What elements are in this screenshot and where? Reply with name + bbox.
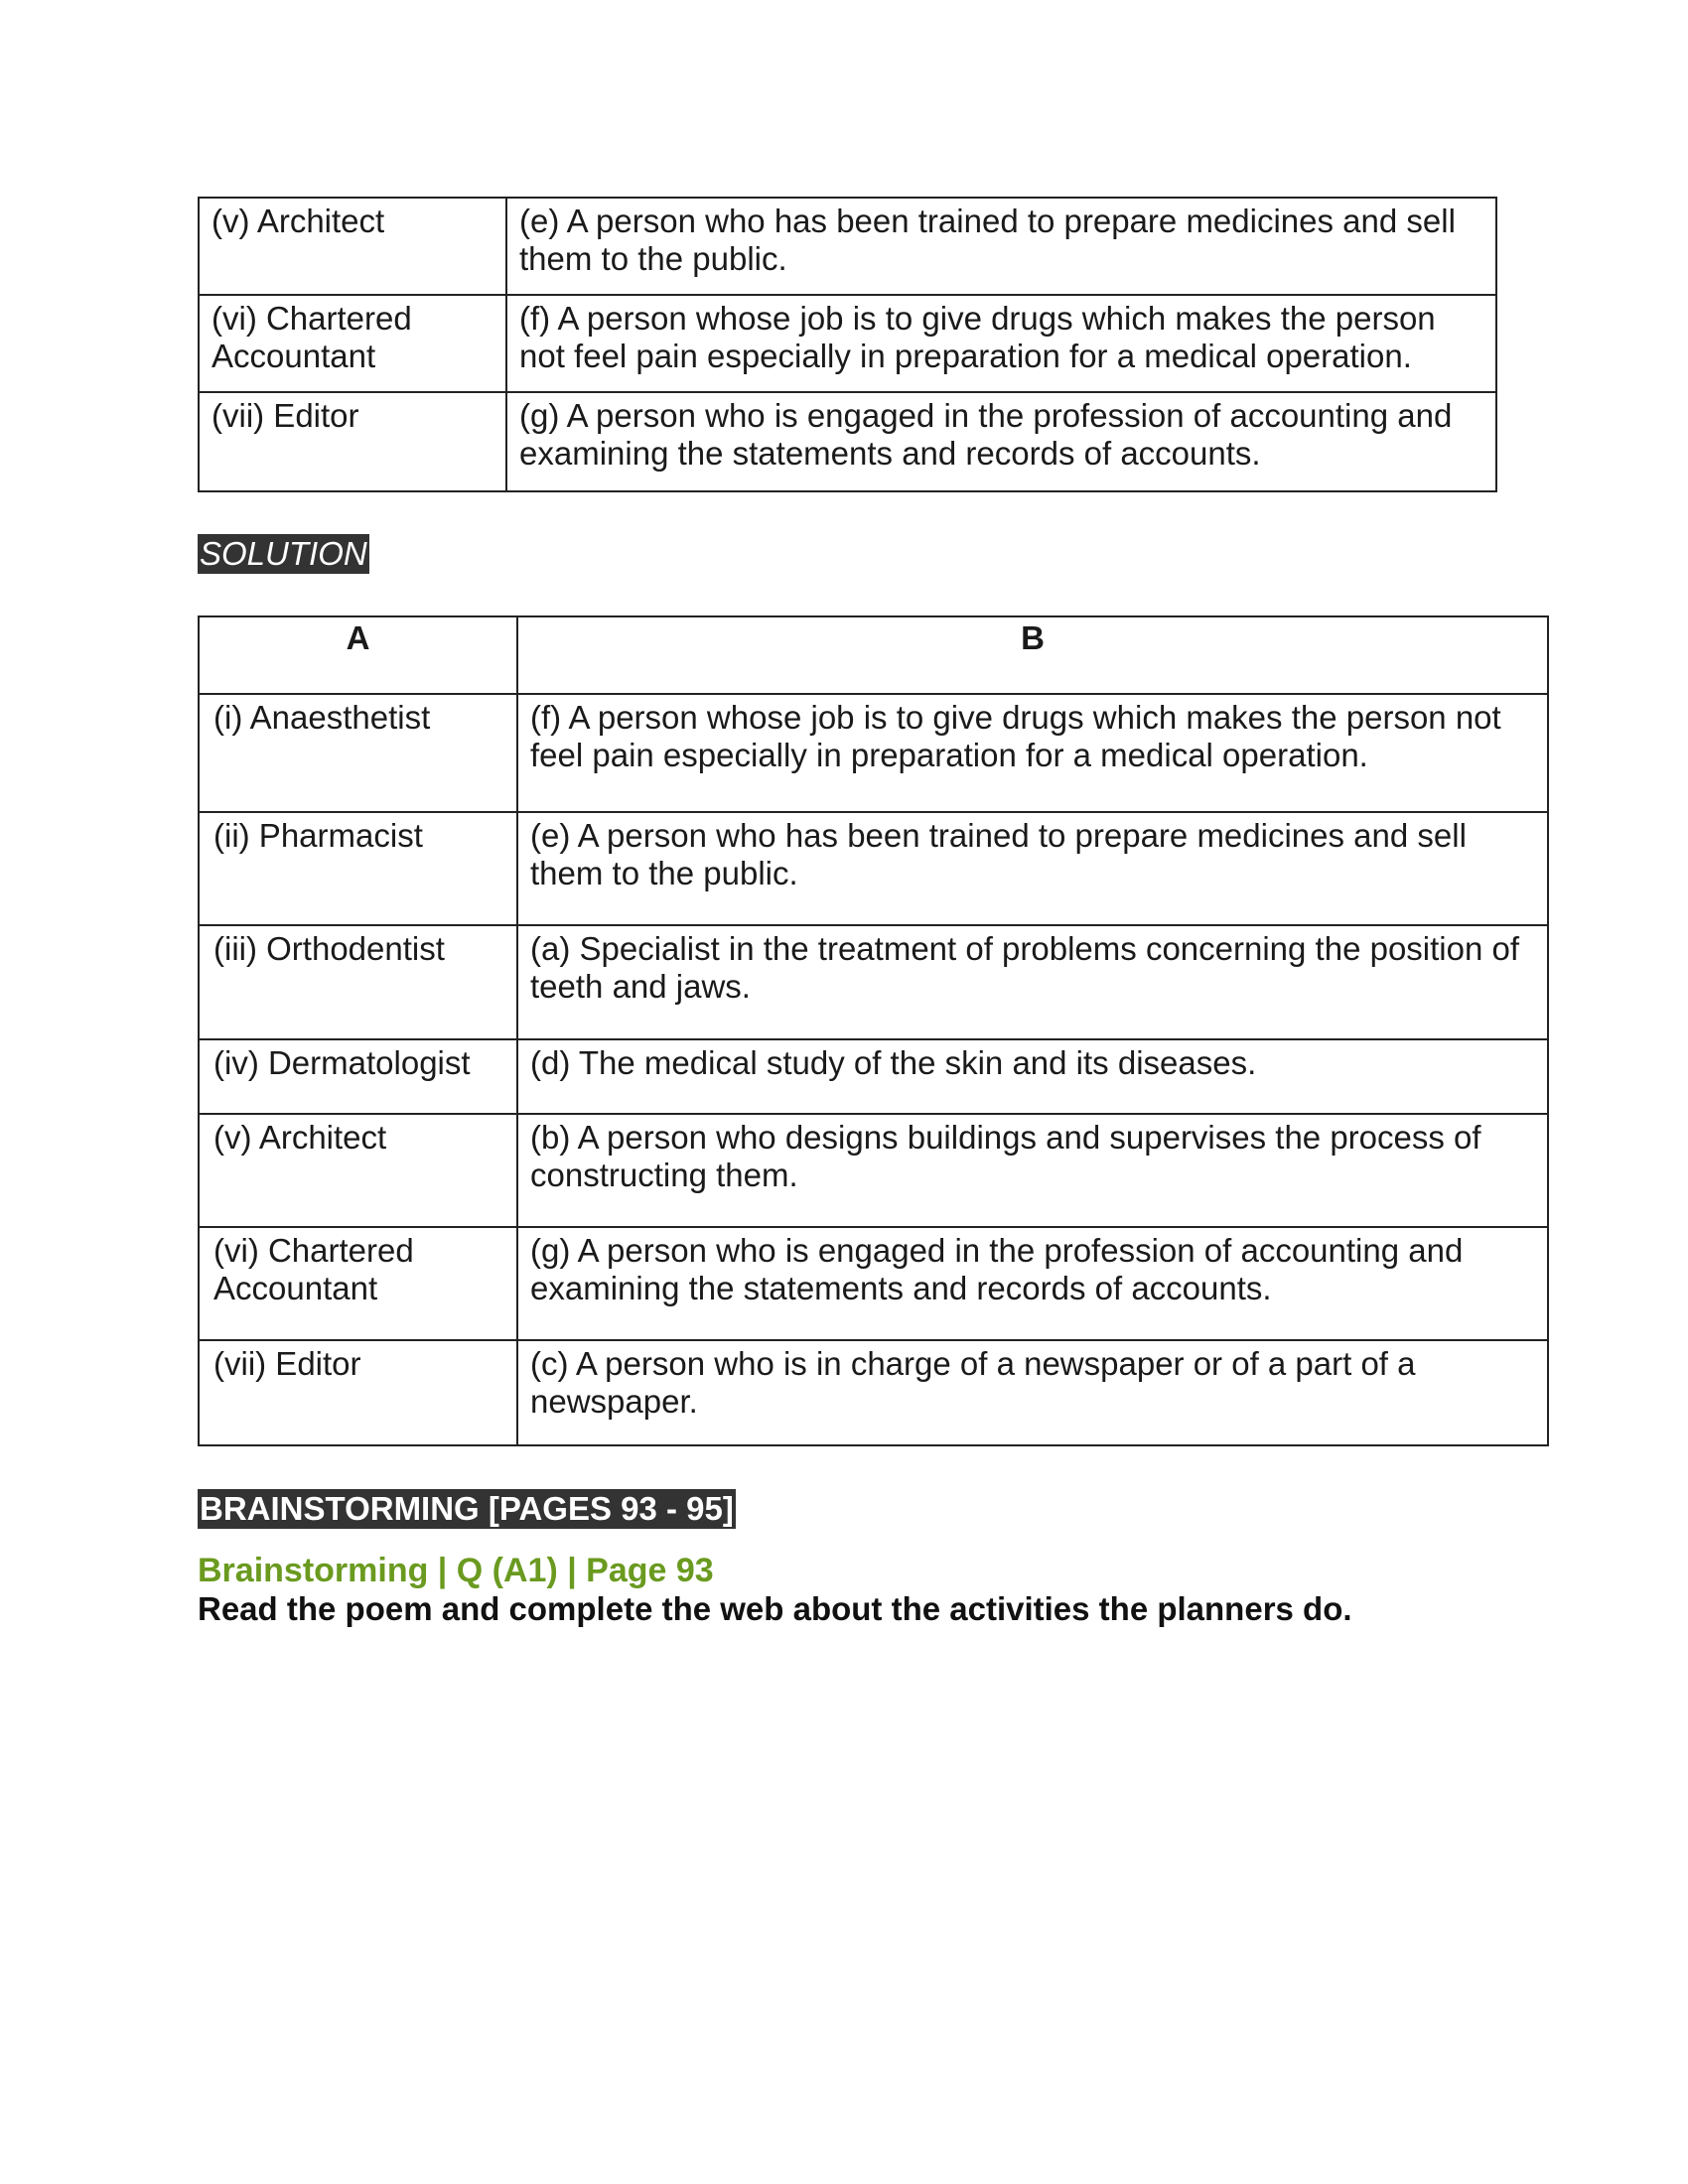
table-row <box>199 1039 1548 1114</box>
column-b-cell: (a) Specialist in the treatment of problems concerning the position of teeth and jaws. <box>517 925 1548 1039</box>
column-b-cell: (c) A person who is in charge of a newspaper or of a part of a newspaper. <box>517 1340 1548 1445</box>
table-row <box>199 295 1496 392</box>
column-b-cell: (g) A person who is engaged in the profession of accounting and examining the statements and records of accounts. <box>506 392 1496 491</box>
column-a-cell: (iv) Dermatologist <box>199 1039 517 1114</box>
column-a-cell: (vi) Chartered Accountant <box>199 295 506 392</box>
question-heading: Brainstorming | Q (A1) | Page 93 <box>198 1552 714 1589</box>
column-b-cell: (f) A person whose job is to give drugs which makes the person not feel pain especially in preparation for a medical operation. <box>517 694 1548 812</box>
solution-table <box>198 615 1549 1446</box>
column-a-cell: (vii) Editor <box>199 1340 517 1445</box>
column-a-cell: (iii) Orthodentist <box>199 925 517 1039</box>
question-text: Read the poem and complete the web about the activities the planners do. <box>198 1590 1352 1627</box>
brainstorming-section-label: BRAINSTORMING [PAGES 93 - 95] <box>200 1490 734 1527</box>
continued-matching-table <box>198 197 1497 492</box>
column-b-cell: (e) A person who has been trained to prepare medicines and sell them to the public. <box>517 812 1548 925</box>
column-b-cell: (g) A person who is engaged in the profession of accounting and examining the statements and records of accounts. <box>517 1227 1548 1340</box>
column-b-cell: (d) The medical study of the skin and its diseases. <box>517 1039 1548 1114</box>
column-a-cell: (vi) Chartered Accountant <box>199 1227 517 1340</box>
table-row <box>199 1114 1548 1227</box>
table-row <box>199 392 1496 491</box>
column-b-header: B <box>517 616 1548 694</box>
table-row <box>199 1340 1548 1445</box>
column-a-cell: (i) Anaesthetist <box>199 694 517 812</box>
column-a-cell: (v) Architect <box>199 198 506 295</box>
table-row <box>199 694 1548 812</box>
column-b-cell: (e) A person who has been trained to prepare medicines and sell them to the public. <box>506 198 1496 295</box>
column-b-cell: (b) A person who designs buildings and supervises the process of constructing them. <box>517 1114 1548 1227</box>
column-a-cell: (ii) Pharmacist <box>199 812 517 925</box>
table-row <box>199 198 1496 295</box>
column-b-cell: (f) A person whose job is to give drugs which makes the person not feel pain especially in preparation for a medical operation. <box>506 295 1496 392</box>
column-a-cell: (vii) Editor <box>199 392 506 491</box>
column-a-header: A <box>199 616 517 694</box>
table-row <box>199 1227 1548 1340</box>
header-row <box>199 616 1548 694</box>
solution-label: SOLUTION <box>200 535 367 572</box>
table-row <box>199 925 1548 1039</box>
column-a-cell: (v) Architect <box>199 1114 517 1227</box>
table-row <box>199 812 1548 925</box>
